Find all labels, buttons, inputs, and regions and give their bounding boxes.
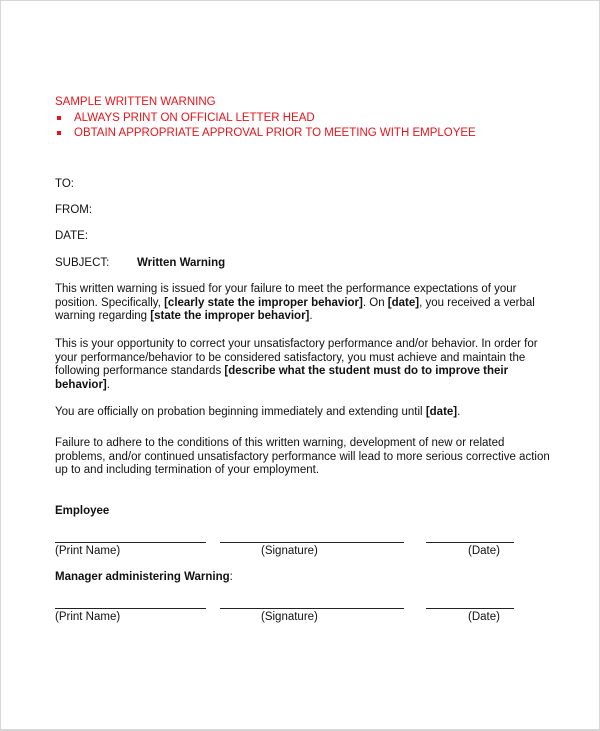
text-run: This written warning is issued for your failure to meet the performance expectations of your position. Specifically,: [55, 283, 517, 309]
text-run: .: [309, 310, 313, 322]
instruction-item: [55, 126, 565, 141]
text-run: .: [457, 406, 461, 418]
placeholder-standards: [describe what the student must do to improve their behavior]: [55, 365, 509, 391]
subject-label: SUBJECT:: [55, 257, 110, 269]
instruction-item: [55, 111, 565, 126]
letter-body: [55, 96, 565, 623]
instruction-text: OBTAIN APPROPRIATE APPROVAL PRIOR TO MEETING WITH EMPLOYEE: [74, 127, 476, 139]
text-run: . On: [362, 296, 388, 309]
subject-field: [55, 257, 225, 271]
text-run: You are officially on probation beginning immediately and extending until: [55, 406, 426, 418]
date-field: DATE:: [55, 230, 89, 242]
manager-print-name-caption: (Print Name): [55, 611, 121, 623]
employee-date-line: [426, 542, 514, 543]
manager-label-text: Manager administering Warning: [55, 571, 230, 583]
to-field: TO:: [55, 178, 74, 190]
manager-label: [55, 571, 233, 585]
manager-label-colon: :: [229, 571, 233, 583]
placeholder-behavior: [clearly state the improper behavior]: [164, 296, 363, 309]
placeholder-date: [date]: [387, 296, 420, 309]
employee-signature-line: [220, 542, 404, 543]
employee-label: Employee: [55, 505, 110, 517]
paragraph-consequences: Failure to adhere to the conditions of this written warning, development of new or related problems, and/or continued unsatisfactory performance will lead to more serious corrective action up to and including termination of your employment.: [55, 437, 550, 476]
manager-date-line: [426, 608, 514, 609]
square-bullet-icon: [57, 131, 61, 135]
paragraph-probation: [55, 406, 555, 420]
placeholder-date: [date]: [425, 406, 458, 418]
instruction-block: [55, 96, 565, 141]
paragraph-improvement: [55, 338, 555, 392]
manager-signature-caption: (Signature): [261, 611, 318, 623]
text-run: This is your opportunity to correct your unsatisfactory performance and/or behavior. In order for your performance/behavior to be considered satisfactory, you must achieve and maintain the following performance standards: [55, 338, 538, 377]
instruction-text: ALWAYS PRINT ON OFFICIAL LETTER HEAD: [74, 112, 315, 124]
placeholder-behavior: [state the improper behavior]: [150, 310, 310, 322]
text-run: , you received a verbal warning regarding: [55, 296, 535, 322]
employee-print-name-line: [55, 542, 206, 543]
warning-title: SAMPLE WRITTEN WARNING: [55, 96, 216, 108]
paragraph-violation: [55, 283, 555, 324]
square-bullet-icon: [57, 116, 61, 120]
manager-date-caption: (Date): [468, 611, 500, 623]
employee-print-name-caption: (Print Name): [55, 545, 121, 557]
manager-signature-line: [220, 608, 404, 609]
from-field: FROM:: [55, 204, 93, 216]
employee-date-caption: (Date): [468, 545, 500, 557]
manager-print-name-line: [55, 608, 206, 609]
subject-value: Written Warning: [137, 257, 226, 269]
instruction-list: [55, 111, 565, 141]
text-run: .: [106, 378, 110, 391]
employee-signature-caption: (Signature): [261, 545, 318, 557]
